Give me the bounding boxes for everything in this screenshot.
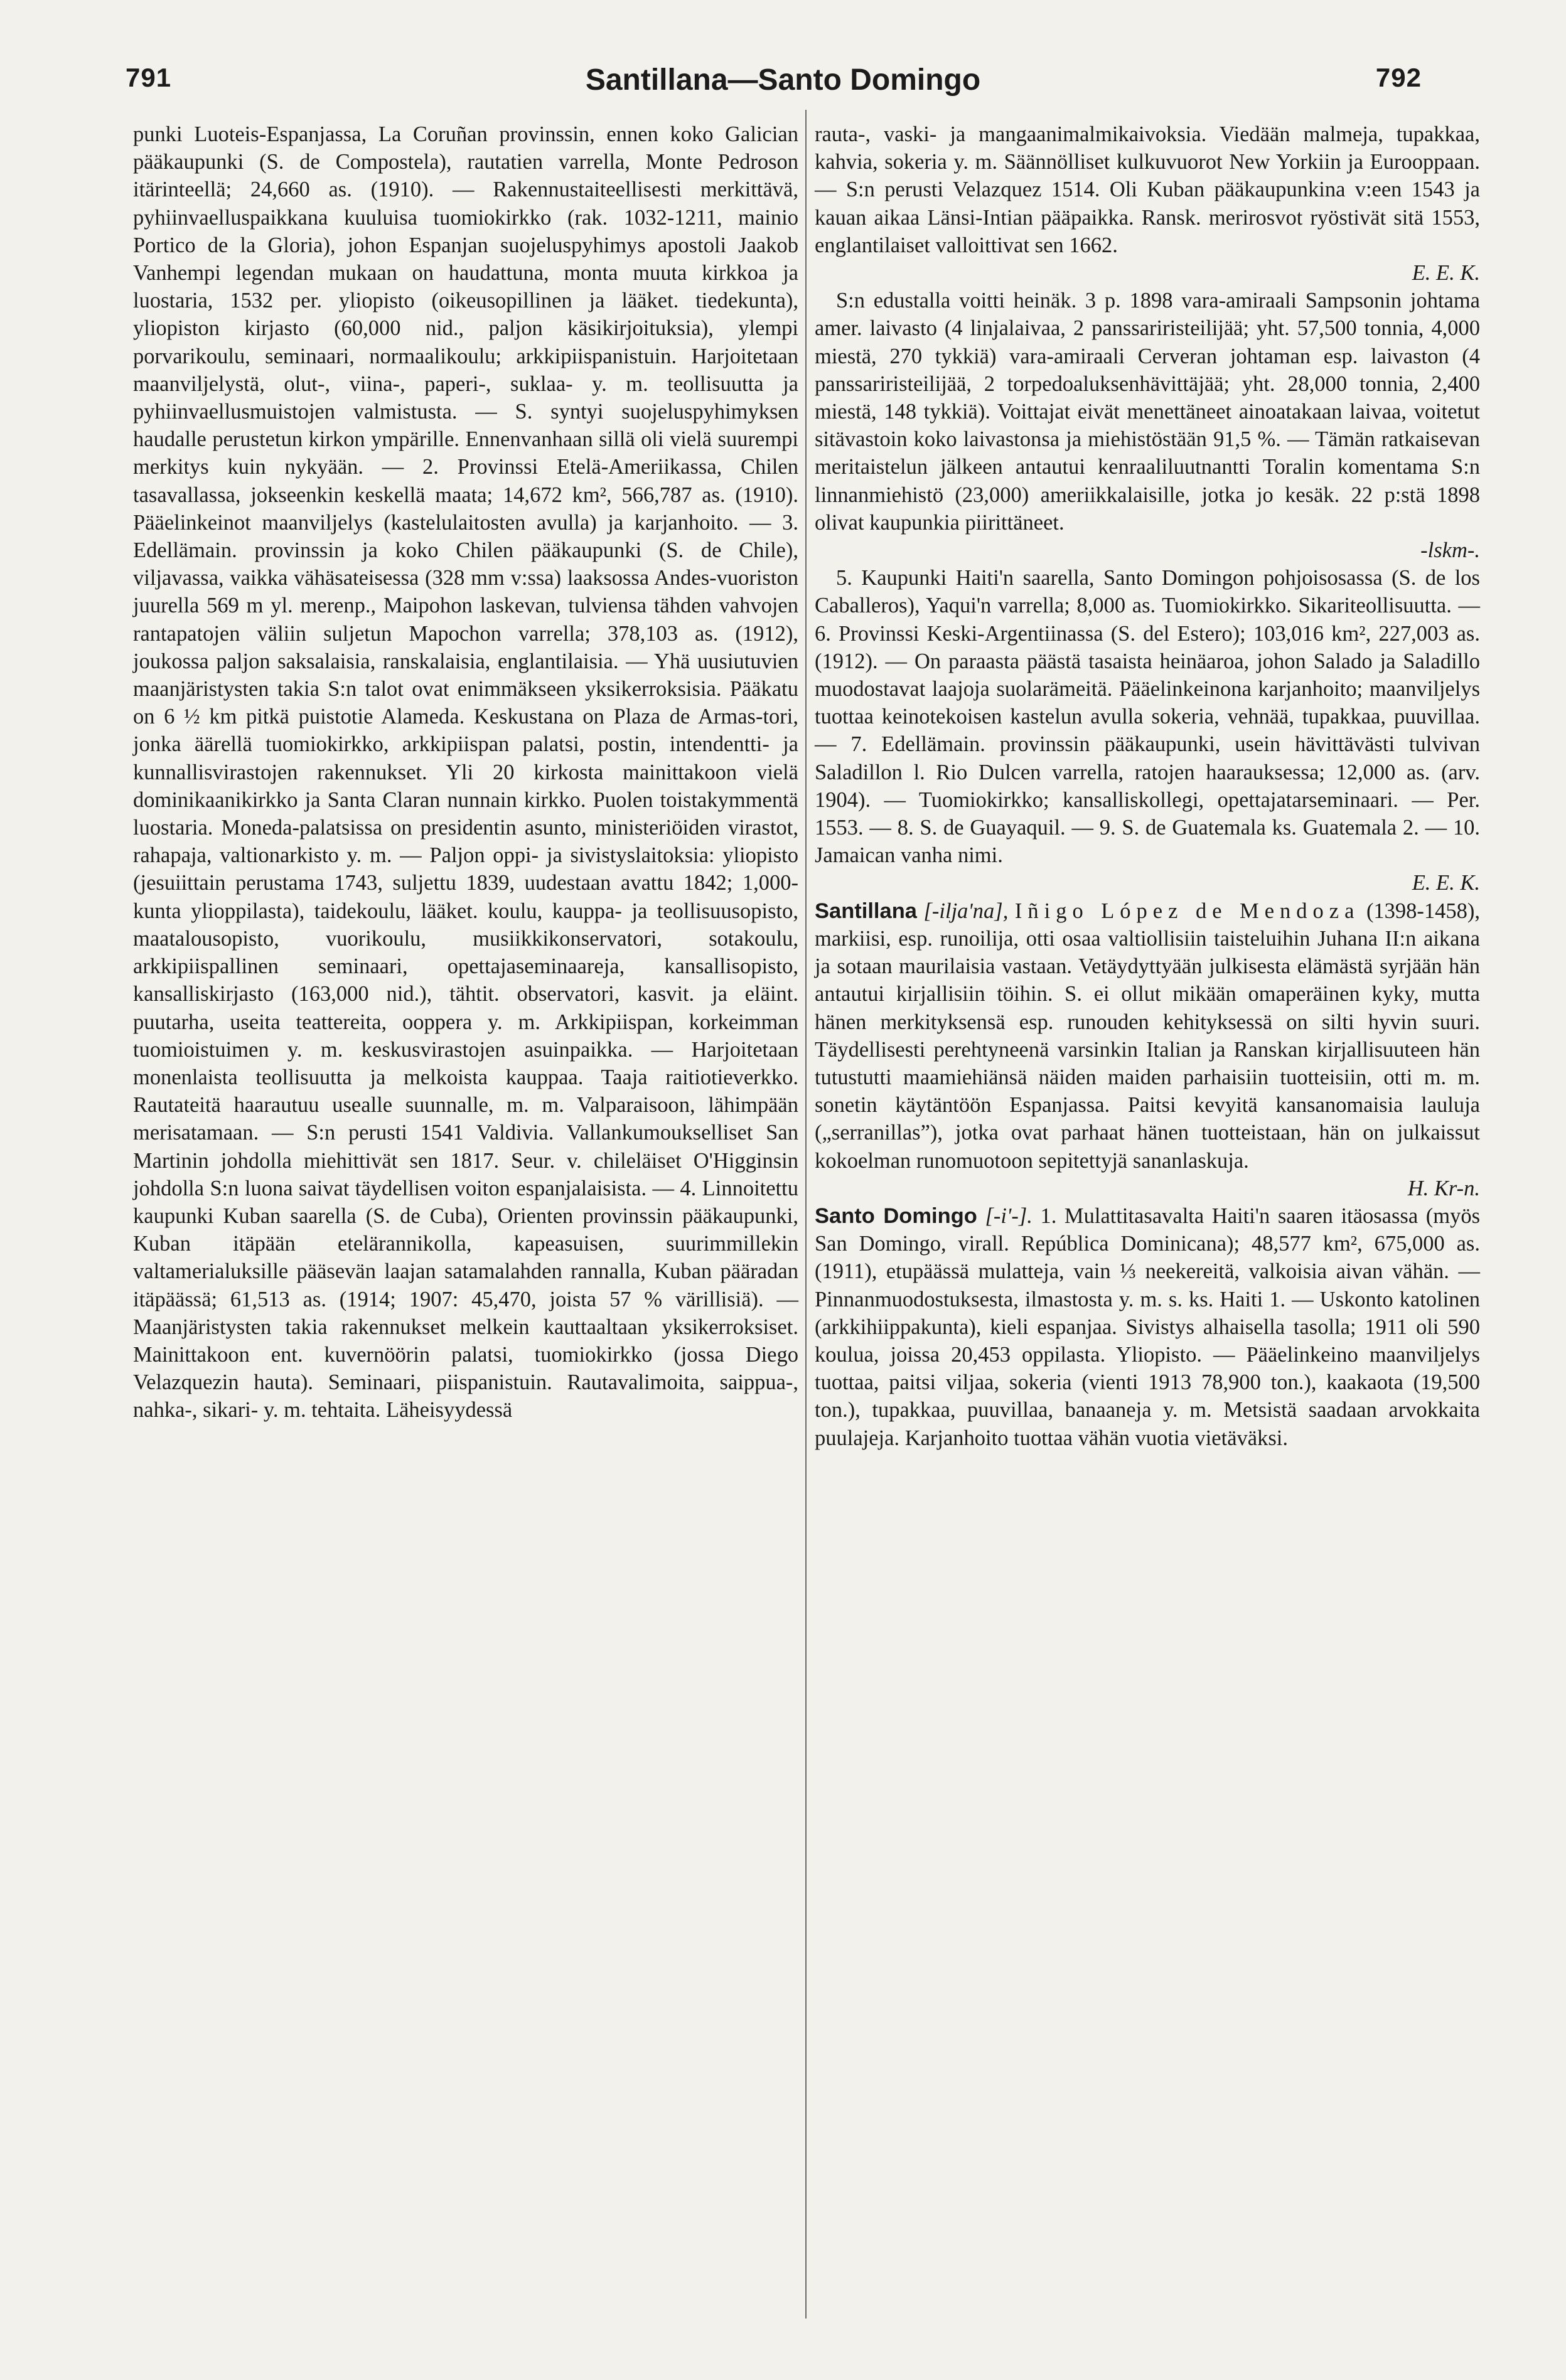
author-signature: -lskm-.	[1420, 538, 1480, 563]
running-title: Santillana—Santo Domingo	[585, 63, 981, 97]
entry-body: (1398-1458), markiisi, esp. runoilija, otti osaa valtiollisiin taisteluihin Juhana II:n aikana ja sotaan maurilaisia vastaan. Vetäydyttyään julkisesta elämästä syrjään hän antautui kirjallisiin töihin. S. ei ollut mikään omaperäinen kyky, mutta hänen merkityksensä esp. runouden kehityksessä on silti hyvin suuri. Täydellisesti perehtyneenä varsinkin Italian ja Ranskan kirjallisuuteen hän tutustutti maamiehiänsä näiden maiden parhaisiin tuotteisiin, otti m. m. sonetin käytäntöön Espanjassa. Paitsi kevyitä kansanomaisia lauluja („serranillas”), jotka ovat parhaat hänen tuotteistaan, hän on julkaissut kokoelman runomuotoon sepitettyjä sananlaskuja.	[815, 899, 1481, 1173]
page-number-left: 791	[126, 63, 172, 92]
page-number-right: 792	[1375, 63, 1422, 92]
author-signature: E. E. K.	[1412, 261, 1480, 285]
santiago-cuba-continuation: rauta-, vaski- ja mangaanimalmikaivoksia. Viedään malmeja, tupakkaa, kahvia, sokeria y. m. Säännölliset kulkuvuorot New Yorkiin ja Eurooppaan. — S:n perusti Velazquez 1514. Oli Kuban pääkaupunkina v:een 1543 ja kauan aikaa Länsi-Intian pääpaikka. Ransk. merirosvot ryöstivät sitä 1553, englantilaiset valloittivat sen 1662.	[815, 122, 1480, 257]
naval-battle-paragraph: S:n edustalla voitti heinäk. 3 p. 1898 vara-amiraali Sampsonin johtama amer. laivasto (4 linjalaivaa, 2 panssariristeilijää; yht. 57,500 tonnia, 4,000 miestä, 270 tykkiä) vara-amiraali Cerveran johtaman esp. laivaston (4 panssariristeilijää, 2 torpedoaluksenhävittäjää; yht. 28,000 tonnia, 2,400 miestä, 148 tykkiä). Voittajat eivät menettäneet ainoatakaan laivaa, voitetut sitävastoin koko laivastonsa ja miehistöstään 91,5 %. — Tämän ratkaisevan meritaistelun jälkeen antautui kenraaliluutnantti Toralin komentama S:n linnanmiehistö (23,000) ameriikkalaisille, jotka jo kesäk. 22 p:stä 1898 olivat kaupunkia piirittäneet.	[815, 289, 1480, 535]
entry-santillana	[815, 897, 1480, 1175]
author-signature: H. Kr-n.	[1407, 1176, 1480, 1200]
column-divider	[805, 110, 807, 2319]
entry-body: 1. Mulattitasavalta Haiti'n saaren itäosassa (myös San Domingo, virall. República Dominicana); 48,577 km², 675,000 as. (1911), etupäässä mulatteja, vain ⅓ neekereitä, valkoisia aivan vähän. — Pinnanmuodostuksesta, ilmastosta y. m. s. ks. Haiti 1. — Uskonto katolinen (arkkihiippakunta), kieli espanjaa. Sivistys alhaisella tasolla; 1911 oli 590 koulua, joissa 20,453 oppilasta. Yliopisto. — Pääelinkeino maanviljelys tuottaa, paitsi viljaa, sokeria (vienti 1913 78,900 ton.), kaakaota (19,500 ton.), tupakkaa, puuvillaa, banaaneja y. m. Metsistä saadaan arvokkaita puulajeja. Karjanhoito tuottaa vähän vuotia vietäväksi.	[815, 1203, 1480, 1450]
headword-santo-domingo: Santo Domingo	[815, 1203, 977, 1228]
left-column	[133, 120, 798, 1424]
pronunciation: [-iljaʹna],	[923, 899, 1009, 923]
page-header	[0, 58, 1566, 108]
santiago-entry-continuation: punki Luoteis-Espanjassa, La Coruñan provinssin, ennen koko Galician pääkaupunki (S. de Compostela), rautatien varrella, Monte Pedroson itärinteellä; 24,660 as. (1910). — Rakennustaiteellisesti merkittävä, pyhiinvaelluspaikkana kuuluisa tuomiokirkko (rak. 1032-1211, mainio Portico de la Gloria), johon Espanjan suojeluspyhimys apostoli Jaakob Vanhempi legendan mukaan on haudattuna, monta muuta kirkkoa ja luostaria, 1532 per. yliopisto (oikeusopillinen ja lääket. tiedekunta), yliopiston kirjasto (60,000 nid., paljon käsikirjoituksia), ylempi porvarikoulu, seminaari, normaalikoulu; arkkipiispanistuin. Harjoitetaan maanviljelystä, olut-, viina-, paperi-, suklaa- y. m. teollisuutta ja pyhiinvaellusmuistojen valmistusta. — S. syntyi suojeluspyhimyksen haudalle perustetun kirkon ympärille. Ennenvanhaan sillä oli vielä suurempi merkitys kuin nykyään. — 2. Provinssi Etelä-Ameriikassa, Chilen tasavallassa, jokseenkin keskellä maata; 14,672 km², 566,787 as. (1910). Pääelinkeinot maanviljelys (kastelulaitosten avulla) ja karjanhoito. — 3. Edellämain. provinssin ja koko Chilen pääkaupunki (S. de Chile), viljavassa, vaikka vähäsateisessa (328 mm v:ssa) laaksossa Andes-vuoriston juurella 569 m yl. merenp., Maipohon laskevan, tulviensa tähden vahvojen rantapatojen väliin suljetun Mapochon varrella; 378,103 as. (1912), joukossa paljon saksalaisia, ranskalaisia, englantilaisia. — Yhä uusiutuvien maanjäristysten takia S:n talot ovat enimmäkseen yksikerroksisia. Pääkatu on 6 ½ km pitkä puistotie Alameda. Keskustana on Plaza de Armas-tori, jonka äärellä tuomiokirkko, arkkipiispan palatsi, postin, intendentti- ja kunnallisvirastojen rakennukset. Yli 20 kirkosta mainittakoon vielä dominikaanikirkko ja Santa Claran nunnain kirkko. Puolen toistakymmentä luostaria. Moneda-palatsissa on presidentin asunto, ministeriöiden virastot, rahapaja, valtionarkisto y. m. — Paljon oppi- ja sivistyslaitoksia: yliopisto (jesuiittain perustama 1743, suljettu 1839, uudestaan avattu 1842; 1,000-kunta ylioppilasta), taidekoulu, lääket. koulu, kauppa- ja teollisuusopisto, maatalousopisto, vuorikoulu, musiikkikonservatori, sotakoulu, arkkipiispallinen seminaari, opettajaseminaareja, kansallisopisto, kansalliskirjasto (163,000 nid.), tähtit. observatori, kasvit. ja eläint. puutarha, useita teattereita, ooppera y. m. Arkkipiispan, korkeimman tuomioistuimen y. m. keskusvirastojen asuinpaikka. — Harjoitetaan monenlaista teollisuutta ja melkoista kauppaa. Taaja raitiotieverkko. Rautateitä haarautuu usealle suunnalle, m. m. Valparaisoon, lähimpään merisatamaan. — S:n perusti 1541 Valdivia. Vallankumoukselliset San Martinin johdolla miehittivät sen 1817. Seur. v. chileläiset O'Higginsin johdolla S:n luona saivat täydellisen voiton espanjalaisista. — 4. Linnoitettu kaupunki Kuban saarella (S. de Cuba), Orienten provinssin pääkaupunki, Kuban itäpään etelärannikolla, kapeasuisen, suurimmillekin valtamerialuksille pääsevän laajan satamalahden rannalla, Kuban pääradan itäpäässä; 61,513 as. (1914; 1907: 45,470, joista 57 % värillisiä). — Maanjäristysten takia rakennukset melkein kauttaaltaan yksikerroksiset. Mainittakoon ent. kuvernöörin palatsi, tuomiokirkko (jossa Diego Velazquezin hauta). Seminaari, piispanistuin. Rautavalimoita, saippua-, nahka-, sikari- y. m. tehtaita. Läheisyydessä	[133, 122, 798, 1422]
headword-santillana: Santillana	[815, 899, 917, 923]
right-column	[815, 120, 1480, 1452]
author-signature: E. E. K.	[1412, 871, 1480, 895]
spaced-name: Iñigo López de Mendoza	[1014, 899, 1360, 923]
entry-santo-domingo	[815, 1202, 1480, 1452]
santiago-numbered-senses: 5. Kaupunki Haiti'n saarella, Santo Domingon pohjoisosassa (S. de los Caballeros), Yaqui'n varrella; 8,000 as. Tuomiokirkko. Sikariteollisuutta. — 6. Provinssi Keski-Argentiinassa (S. del Estero); 103,016 km², 227,003 as. (1912). — On paraasta päästä tasaista heinäaroa, johon Salado ja Saladillo muodostavat laajoja suolarämeitä. Pääelinkeinona karjanhoito; maanviljelys tuottaa keinotekoisen kastelun avulla sokeria, vehnää, tupakkaa, puuvillaa. — 7. Edellämain. provinssin pääkaupunki, usein hävittävästi tulvivan Saladillon l. Rio Dulcen varrella, ratojen haarauksessa; 12,000 as. (arv. 1904). — Tuomiokirkko; kansalliskollegi, opettajatarseminaari. — Per. 1553. — 8. S. de Guayaquil. — 9. S. de Guatemala ks. Guatemala 2. — 10. Jamaican vanha nimi.	[815, 566, 1480, 868]
pronunciation: [-iʹ-].	[985, 1203, 1032, 1228]
